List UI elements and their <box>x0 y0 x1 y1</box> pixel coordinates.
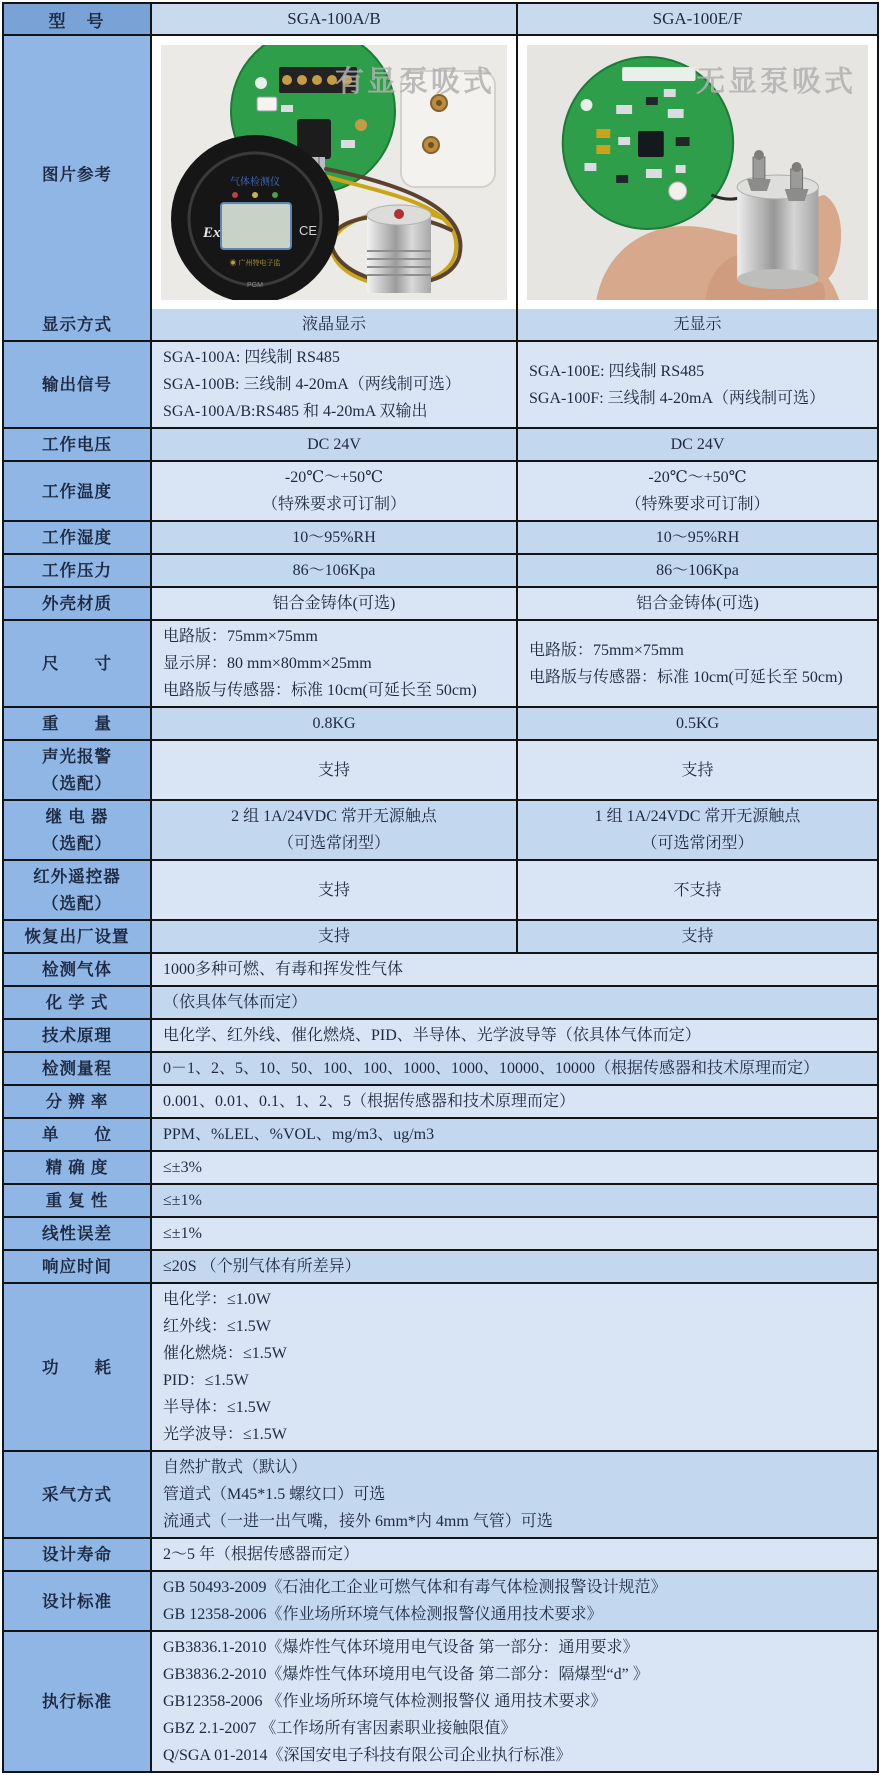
svg-text:Ex: Ex <box>203 225 221 241</box>
row-label <box>4 522 150 553</box>
cell-line: DC 24V <box>670 436 725 453</box>
cell-line: 继 电 器 <box>45 807 109 826</box>
row-label <box>4 1152 150 1183</box>
cell-line: SGA-100E: 四线制 RS485 <box>529 362 705 380</box>
cell-line: 显示屏：80 mm×80mm×25mm <box>163 655 372 672</box>
cell-line: （可选常闭型） <box>641 835 754 852</box>
row-value-col1 <box>150 309 516 340</box>
cell-line: 支持 <box>681 928 714 945</box>
row-value-span <box>150 1053 877 1084</box>
row-value-span <box>150 1284 877 1450</box>
svg-text:气体检测仪: 气体检测仪 <box>230 177 280 188</box>
row-value-span <box>150 1086 877 1117</box>
cell-line: 0.5KG <box>675 715 720 732</box>
row-value-col1 <box>150 801 516 859</box>
cell-line: 半导体：≤1.5W <box>163 1399 271 1416</box>
cell-line: 10～95%RH <box>655 529 740 546</box>
cell-line: 外壳材质 <box>42 594 112 613</box>
row-label <box>4 1539 150 1570</box>
cell-line: SGA-100A: 四线制 RS485 <box>163 349 340 366</box>
cell-line: 尺 寸 <box>42 654 112 673</box>
product-photo-cell-left <box>150 36 516 309</box>
cell-line: GBZ 2.1-2007 《工作场所有害因素职业接触限值》 <box>163 1720 517 1737</box>
cell-line: -20℃～+50℃ <box>648 469 747 486</box>
spec-row-14 <box>4 985 877 1018</box>
spec-row-12 <box>4 919 877 952</box>
cell-line: -20℃～+50℃ <box>284 469 384 486</box>
spec-row-19 <box>4 1150 877 1183</box>
row-label <box>4 621 150 706</box>
header-row <box>4 4 877 34</box>
spec-row-20 <box>4 1183 877 1216</box>
row-label <box>4 1632 150 1771</box>
cell-line: 1 组 1A/24VDC 常开无源触点 <box>594 808 801 825</box>
cell-line: 流通式（一进一出气嘴，接外 6mm*内 4mm 气管）可选 <box>163 1513 553 1530</box>
row-label <box>4 861 150 919</box>
row-value-col2 <box>516 588 877 619</box>
cell-line: 0－1、2、5、10、50、100、100、1000、1000、10000、10000（根据传感器和技术原理而定） <box>163 1060 820 1077</box>
row-value-span <box>150 1632 877 1771</box>
row-label <box>4 954 150 985</box>
product-photo-right <box>527 45 868 300</box>
row-value-span <box>150 1020 877 1051</box>
cell-line: 分 辨 率 <box>45 1092 109 1111</box>
product-photo-left <box>161 45 507 300</box>
spec-row-27 <box>4 1630 877 1771</box>
spec-row-25 <box>4 1537 877 1570</box>
cell-line: GB12358-2006 《作业场所环境气体检测报警仪 通用技术要求》 <box>163 1693 607 1710</box>
cell-line: GB3836.1-2010《爆炸性气体环境用电气设备 第一部分：通用要求》 <box>163 1639 639 1656</box>
cell-line: 电路版与传感器：标准 10cm(可延长至 50cm) <box>163 682 477 699</box>
row-value-span <box>150 1119 877 1150</box>
row-value-col2 <box>516 462 877 520</box>
row-value-col2 <box>516 342 877 427</box>
row-label <box>4 1185 150 1216</box>
watermark-pumped-no-display: 无显泵吸式 <box>695 66 856 98</box>
spec-row-9 <box>4 739 877 799</box>
row-label <box>4 1572 150 1630</box>
spec-row-24 <box>4 1450 877 1537</box>
row-value-col1 <box>150 861 516 919</box>
cell-line: 声光报警 <box>42 747 112 766</box>
row-label <box>4 1452 150 1537</box>
row-label <box>4 1218 150 1249</box>
cell-line: 电路版：75mm×75mm <box>163 628 318 645</box>
cell-line: 铝合金铸体(可选) <box>272 595 396 612</box>
svg-text:◉ 广州特电子监: ◉ 广州特电子监 <box>229 260 281 267</box>
row-label <box>4 1251 150 1282</box>
row-value-col2 <box>516 522 877 553</box>
cell-line: 支持 <box>317 881 350 899</box>
cell-line: 响应时间 <box>42 1257 112 1276</box>
spec-row-7 <box>4 619 877 706</box>
header-model-label: 型 号 <box>4 4 150 34</box>
cell-line: 工作温度 <box>42 481 112 501</box>
row-label <box>4 309 150 340</box>
row-label <box>4 1284 150 1450</box>
row-value-span <box>150 1152 877 1183</box>
cell-line: ≤±1% <box>163 1192 202 1209</box>
image-row-label: 图片参考 <box>4 36 150 309</box>
row-value-col2 <box>516 555 877 586</box>
cell-line: （依具体气体而定） <box>163 994 308 1011</box>
cell-line: 检测气体 <box>42 960 112 979</box>
row-label <box>4 987 150 1018</box>
spec-row-15 <box>4 1018 877 1051</box>
cell-line: SGA-100B: 三线制 4-20mA（两线制可选） <box>163 376 461 393</box>
cell-line: 红外线：≤1.5W <box>163 1318 271 1335</box>
row-label <box>4 342 150 427</box>
row-label <box>4 1020 150 1051</box>
cell-line: （选配） <box>42 774 112 793</box>
cell-line: 无显示 <box>673 316 722 333</box>
cell-line: （特殊要求可订制） <box>261 496 406 513</box>
cell-line: （选配） <box>42 834 112 853</box>
cell-line: 工作压力 <box>42 561 112 580</box>
cell-line: （特殊要求可订制） <box>625 496 770 513</box>
cell-line: 设计寿命 <box>42 1545 112 1564</box>
row-value-col1 <box>150 708 516 739</box>
row-label <box>4 708 150 739</box>
product-photo-cell-right <box>516 36 877 309</box>
row-label <box>4 1053 150 1084</box>
image-reference-row <box>4 34 877 309</box>
row-label <box>4 1086 150 1117</box>
cell-line: ≤±1% <box>163 1225 202 1242</box>
header-model-e-f: SGA-100E/F <box>516 4 877 34</box>
row-value-span <box>150 954 877 985</box>
cell-line: 线性误差 <box>42 1224 112 1243</box>
svg-text:CE: CE <box>299 223 318 238</box>
cell-line: SGA-100F: 三线制 4-20mA（两线制可选） <box>529 389 826 407</box>
cell-line: 工作湿度 <box>42 528 112 547</box>
cell-line: 电化学：≤1.0W <box>163 1291 271 1308</box>
svg-text:PGM: PGM <box>247 282 263 289</box>
row-value-col1 <box>150 588 516 619</box>
spec-row-16 <box>4 1051 877 1084</box>
spec-row-11 <box>4 859 877 919</box>
spec-row-21 <box>4 1216 877 1249</box>
cell-line: 电路版：75mm×75mm <box>529 641 684 659</box>
spec-row-4 <box>4 520 877 553</box>
row-value-span <box>150 1452 877 1537</box>
row-value-col2 <box>516 621 877 706</box>
row-value-span <box>150 1185 877 1216</box>
row-value-span <box>150 1572 877 1630</box>
spec-row-6 <box>4 586 877 619</box>
spec-table <box>2 2 879 1773</box>
cell-line: 0.001、0.01、0.1、1、2、5（根据传感器和技术原理而定） <box>163 1093 576 1110</box>
spec-row-5 <box>4 553 877 586</box>
spec-row-0 <box>4 309 877 340</box>
row-label <box>4 921 150 952</box>
cell-line: 管道式（M45*1.5 螺纹口）可选 <box>163 1486 386 1503</box>
row-label <box>4 801 150 859</box>
row-value-col2 <box>516 429 877 460</box>
spec-row-18 <box>4 1117 877 1150</box>
spec-row-13 <box>4 952 877 985</box>
spec-rows <box>4 309 877 1771</box>
cell-line: 液晶显示 <box>301 316 366 333</box>
header-model-a-b: SGA-100A/B <box>150 4 516 34</box>
cell-line: Q/SGA 01-2014《深国安电子科技有限公司企业执行标准》 <box>163 1747 572 1764</box>
spec-row-22 <box>4 1249 877 1282</box>
row-label <box>4 555 150 586</box>
watermark-pumped-with-display: 有显泵吸式 <box>334 66 495 98</box>
cell-line: （选配） <box>42 894 112 913</box>
cell-line: GB3836.2-2010《爆炸性气体环境用电气设备 第二部分：隔爆型“d” 》 <box>163 1666 649 1683</box>
row-value-col1 <box>150 429 516 460</box>
spec-row-8 <box>4 706 877 739</box>
cell-line: 支持 <box>317 928 350 945</box>
cell-line: 功 耗 <box>42 1357 112 1377</box>
row-value-col1 <box>150 621 516 706</box>
row-value-col1 <box>150 555 516 586</box>
cell-line: 86～106Kpa <box>292 562 376 579</box>
row-value-col1 <box>150 741 516 799</box>
cell-line: GB 50493-2009《石油化工企业可燃气体和有毒气体检测报警设计规范》 <box>163 1579 667 1596</box>
row-value-col2 <box>516 921 877 952</box>
cell-line: SGA-100A/B:RS485 和 4-20mA 双输出 <box>163 403 428 420</box>
cell-line: 化 学 式 <box>45 993 109 1012</box>
cell-line: DC 24V <box>307 436 361 453</box>
spec-sheet-page <box>0 2 881 1773</box>
row-value-col2 <box>516 708 877 739</box>
cell-line: 支持 <box>681 761 714 779</box>
row-value-col2 <box>516 309 877 340</box>
row-value-span <box>150 1539 877 1570</box>
cell-line: 检测量程 <box>42 1059 112 1078</box>
row-value-col1 <box>150 342 516 427</box>
cell-line: 光学波导：≤1.5W <box>163 1426 287 1443</box>
cell-line: 采气方式 <box>42 1485 112 1504</box>
cell-line: 精 确 度 <box>45 1158 109 1177</box>
cell-line: 执行标准 <box>42 1692 112 1711</box>
cell-line: 2～5 年（根据传感器而定） <box>163 1546 360 1563</box>
row-label <box>4 462 150 520</box>
cell-line: 重 量 <box>42 714 112 733</box>
cell-line: 单 位 <box>42 1125 112 1144</box>
cell-line: 工作电压 <box>42 435 112 454</box>
cell-line: 10～95%RH <box>292 529 376 546</box>
cell-line: 电化学、红外线、催化燃烧、PID、半导体、光学波导等（依具体气体而定） <box>163 1027 701 1044</box>
cell-line: 恢复出厂设置 <box>24 927 130 946</box>
spec-row-23 <box>4 1282 877 1450</box>
row-label <box>4 429 150 460</box>
cell-line: 电路版与传感器：标准 10cm(可延长至 50cm) <box>529 668 843 686</box>
cell-line: 红外遥控器 <box>33 867 121 886</box>
row-value-col1 <box>150 522 516 553</box>
spec-row-17 <box>4 1084 877 1117</box>
row-label <box>4 588 150 619</box>
cell-line: 2 组 1A/24VDC 常开无源触点 <box>231 808 437 825</box>
cell-line: PPM、%LEL、%VOL、mg/m3、ug/m3 <box>163 1126 435 1143</box>
spec-row-3 <box>4 460 877 520</box>
row-value-col2 <box>516 741 877 799</box>
row-value-span <box>150 987 877 1018</box>
row-label <box>4 741 150 799</box>
spec-row-2 <box>4 427 877 460</box>
row-value-col2 <box>516 861 877 919</box>
cell-line: ≤20S （个别气体有所差异） <box>163 1258 361 1275</box>
row-value-col1 <box>150 462 516 520</box>
cell-line: ≤±3% <box>163 1159 202 1176</box>
cell-line: 自然扩散式（默认） <box>163 1459 308 1476</box>
row-value-col2 <box>516 801 877 859</box>
spec-row-1 <box>4 340 877 427</box>
cell-line: PID：≤1.5W <box>163 1372 249 1389</box>
cell-line: （可选常闭型） <box>277 835 390 852</box>
cell-line: 铝合金铸体(可选) <box>636 595 759 612</box>
cell-line: 催化燃烧：≤1.5W <box>163 1345 287 1362</box>
spec-row-10 <box>4 799 877 859</box>
cell-line: 1000多种可燃、有毒和挥发性气体 <box>163 961 404 978</box>
row-label <box>4 1119 150 1150</box>
cell-line: 重 复 性 <box>45 1191 109 1210</box>
cell-line: 支持 <box>317 761 350 779</box>
cell-line: GB 12358-2006《作业场所环境气体检测报警仪通用技术要求》 <box>163 1606 603 1623</box>
cell-line: 设计标准 <box>42 1591 112 1611</box>
row-value-span <box>150 1218 877 1249</box>
row-value-col1 <box>150 921 516 952</box>
row-value-span <box>150 1251 877 1282</box>
cell-line: 技术原理 <box>42 1026 112 1045</box>
cell-line: 不支持 <box>673 881 722 899</box>
spec-row-26 <box>4 1570 877 1630</box>
cell-line: 输出信号 <box>42 375 112 394</box>
cell-line: 显示方式 <box>42 315 112 334</box>
cell-line: 0.8KG <box>312 715 356 732</box>
cell-line: 86～106Kpa <box>656 562 739 579</box>
